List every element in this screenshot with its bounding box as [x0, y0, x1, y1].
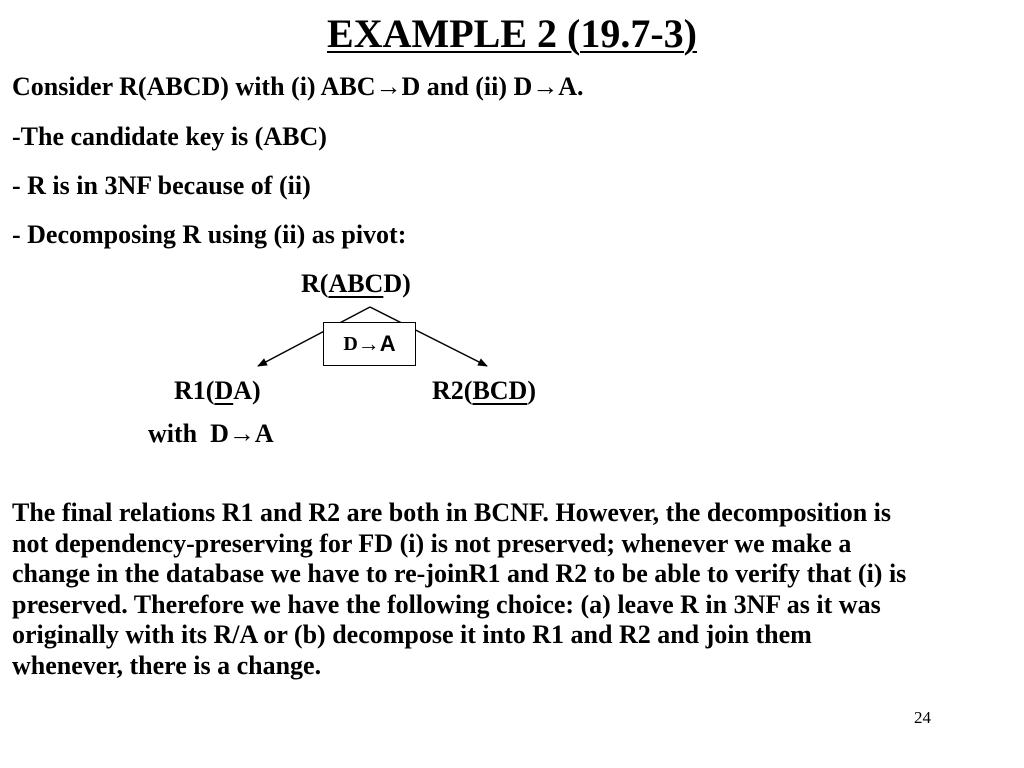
- right-child-prefix: R2(: [432, 376, 473, 405]
- right-child-suffix: ): [527, 376, 537, 405]
- pivot-fd-box: [323, 322, 416, 366]
- root-suffix: D): [383, 269, 411, 298]
- right-child-relation: [432, 378, 536, 404]
- left-child-relation: [174, 378, 261, 404]
- right-child-key: BCD: [472, 376, 528, 405]
- pivot-fd-arrow: →: [357, 331, 380, 356]
- root-key: ABC: [328, 269, 384, 298]
- candidate-key-line: -The candidate key is (ABC): [12, 122, 327, 151]
- root-prefix: R(: [301, 269, 329, 298]
- conclusion-paragraph: The final relations R1 and R2 are both in BCNF. However, the decomposition is not dependency-preserving for FD (i) is not preserved; whenever we make a change in the database we have to re-joinR1 and R2 to be able to verify that (i) is preserved. Therefore we have the following choice: (a) leave R in 3NF as it was originally with its R/A or (b) decompose it into R1 and R2 and join them whenever, there is a change.: [12, 498, 907, 680]
- pivot-fd-left: D: [343, 332, 358, 355]
- left-child-suffix: A): [233, 376, 261, 405]
- left-child-prefix: R1(: [174, 376, 215, 405]
- normal-form-line: - R is in 3NF because of (ii): [12, 171, 311, 200]
- slide-title: EXAMPLE 2 (19.7-3): [327, 11, 697, 56]
- problem-statement: Consider R(ABCD) with (i) ABC→D and (ii) D→A.: [12, 72, 584, 101]
- left-child-fd-note: with D→A: [148, 419, 274, 448]
- root-relation: [301, 271, 411, 297]
- page-number: 24: [914, 708, 931, 727]
- decomposition-line: - Decomposing R using (ii) as pivot:: [12, 220, 407, 249]
- pivot-fd-right: A: [379, 331, 396, 356]
- left-child-key: D: [214, 376, 234, 405]
